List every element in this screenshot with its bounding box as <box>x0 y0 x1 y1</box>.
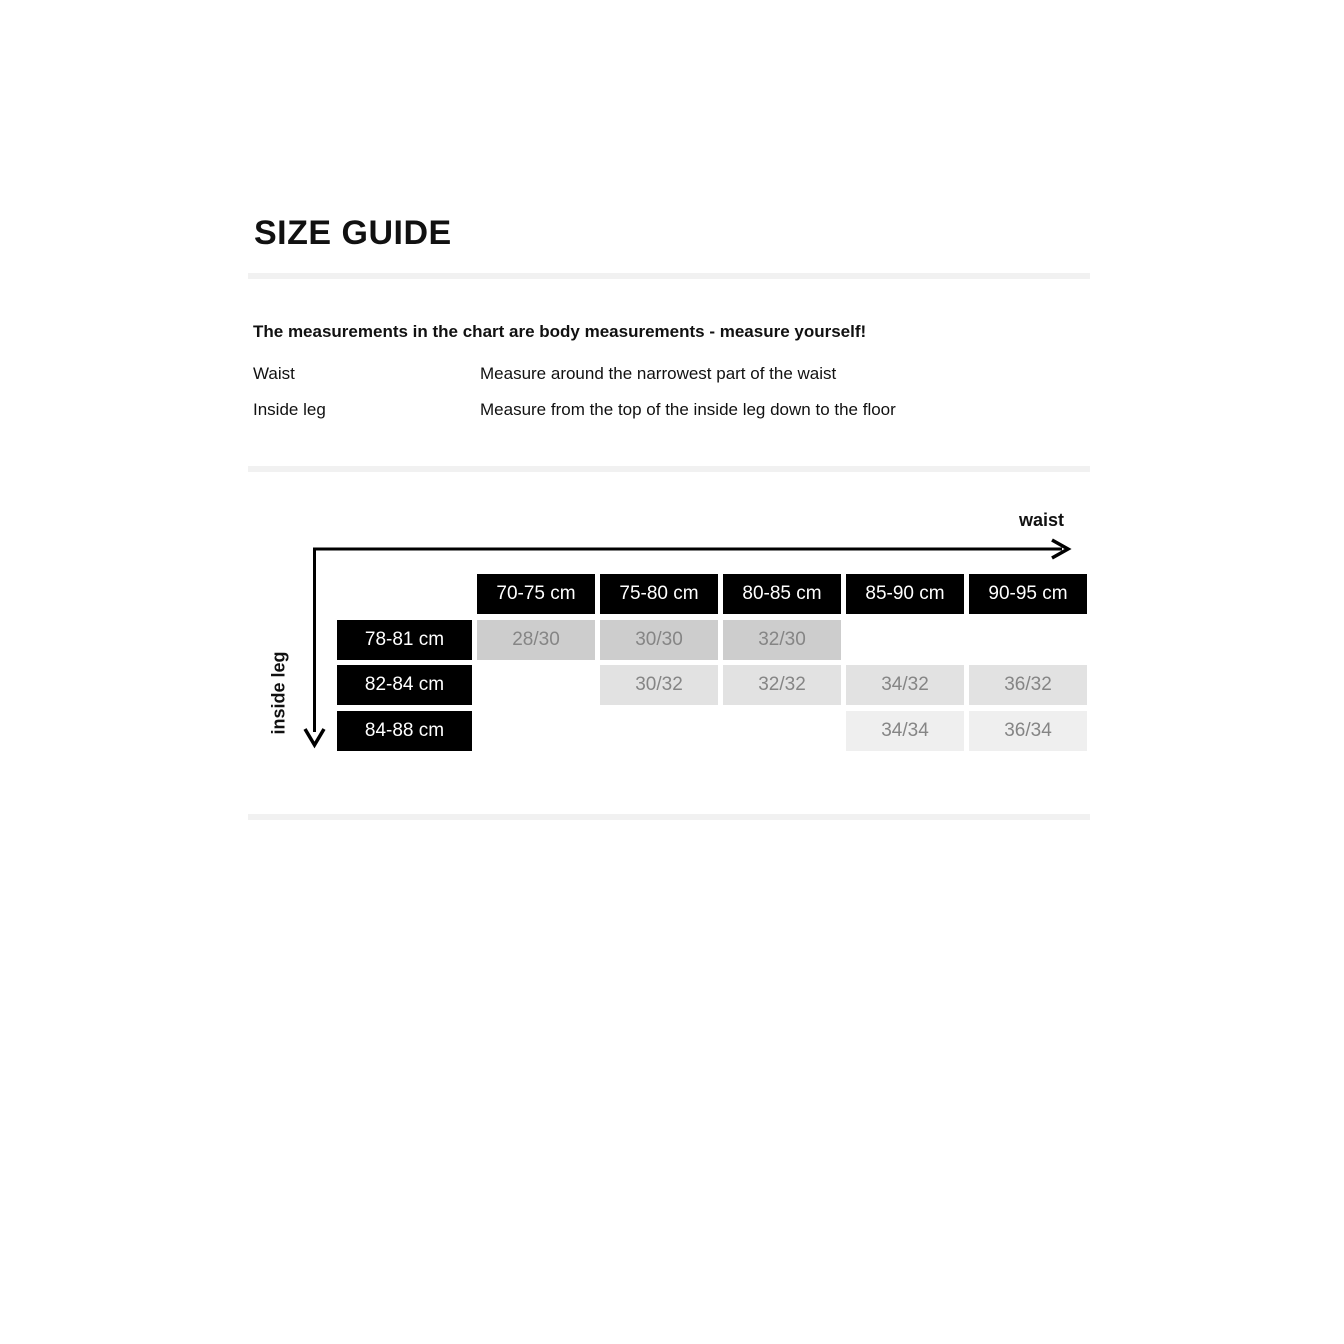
empty-cell <box>477 665 595 705</box>
waist-col-header: 85-90 cm <box>846 574 964 614</box>
definition-term-inside-leg: Inside leg <box>253 400 326 419</box>
size-cell: 34/32 <box>846 665 964 705</box>
leg-row-header: 78-81 cm <box>337 620 472 660</box>
size-cell: 34/34 <box>846 711 964 751</box>
leg-row-header: 84-88 cm <box>337 711 472 751</box>
size-cell: 30/32 <box>600 665 718 705</box>
empty-cell <box>969 620 1087 660</box>
definition-term-waist: Waist <box>253 364 295 383</box>
empty-cell <box>600 711 718 751</box>
divider-bottom <box>248 814 1090 820</box>
divider-top <box>248 273 1090 279</box>
corner-cell <box>337 574 472 614</box>
leg-row-header: 82-84 cm <box>337 665 472 705</box>
size-chart <box>337 574 1087 751</box>
divider-middle <box>248 466 1090 472</box>
inside-leg-axis-label: inside leg <box>268 651 289 735</box>
size-cell: 28/30 <box>477 620 595 660</box>
empty-cell <box>477 711 595 751</box>
definition-desc-inside-leg: Measure from the top of the inside leg down to the floor <box>480 400 896 419</box>
intro-heading: The measurements in the chart are body measurements - measure yourself! <box>253 322 867 341</box>
waist-col-header: 80-85 cm <box>723 574 841 614</box>
page-title: SIZE GUIDE <box>254 214 452 252</box>
waist-col-header: 75-80 cm <box>600 574 718 614</box>
empty-cell <box>723 711 841 751</box>
size-cell: 32/30 <box>723 620 841 660</box>
empty-cell <box>846 620 964 660</box>
size-cell: 36/34 <box>969 711 1087 751</box>
size-cell: 30/30 <box>600 620 718 660</box>
waist-col-header: 90-95 cm <box>969 574 1087 614</box>
waist-col-header: 70-75 cm <box>477 574 595 614</box>
size-cell: 32/32 <box>723 665 841 705</box>
size-cell: 36/32 <box>969 665 1087 705</box>
definition-desc-waist: Measure around the narrowest part of the waist <box>480 364 837 383</box>
waist-axis-label: waist <box>1018 510 1064 530</box>
